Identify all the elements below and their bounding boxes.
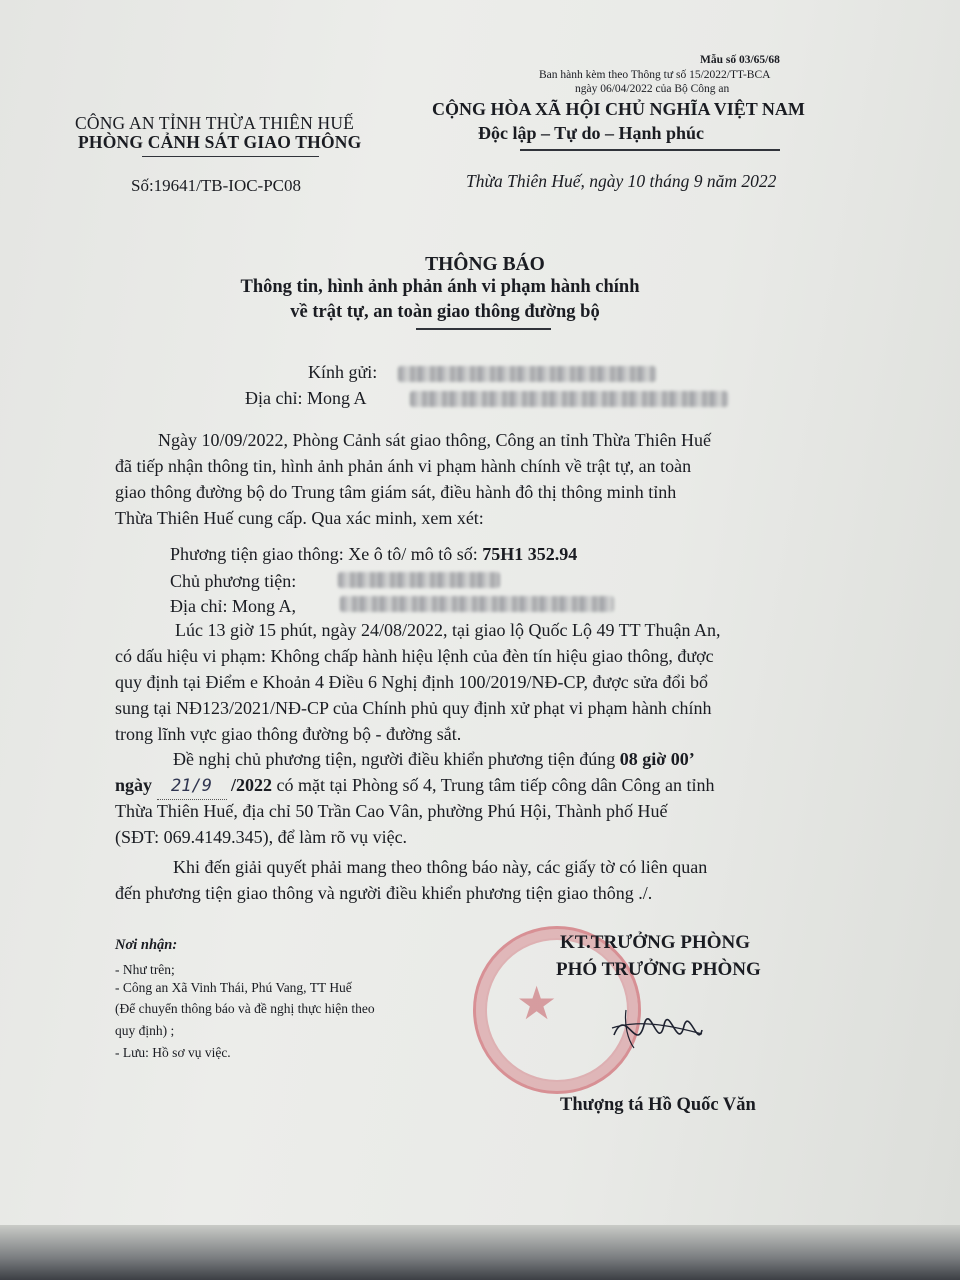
recipient-label: Kính gửi: <box>308 362 378 382</box>
nation-motto: Độc lập – Tự do – Hạnh phúc <box>478 123 705 143</box>
nation-title: CỘNG HÒA XÃ HỘI CHỦ NGHĨA VIỆT NAM <box>432 99 805 119</box>
paragraph-3-line-4: (SĐT: 069.4149.345), để làm rõ vụ việc. <box>115 827 408 847</box>
page-shadow <box>0 1225 960 1280</box>
document-title: THÔNG BÁO <box>425 254 545 275</box>
paragraph-2-line-4: sung tại NĐ123/2021/NĐ-CP của Chính phủ quy định xử phạt vi phạm hành chính <box>115 698 712 718</box>
appointment-place: có mặt tại Phòng số 4, Trung tâm tiếp công dân Công an tỉnh <box>276 775 715 795</box>
receiver-item: (Để chuyển thông báo và đề nghị thực hiện theo <box>115 1001 375 1016</box>
paragraph-3-line-3: Thừa Thiên Huế, địa chỉ 50 Trần Cao Vân, phường Phú Hội, Thành phố Huế <box>115 801 668 821</box>
document-subtitle-1: Thông tin, hình ảnh phản ánh vi phạm hành chính <box>240 277 640 297</box>
form-number: Mẫu số 03/65/68 <box>700 54 780 66</box>
signer-name: Thượng tá Hồ Quốc Văn <box>560 1095 756 1115</box>
document-subtitle-2: về trật tự, an toàn giao thông đường bộ <box>290 302 600 322</box>
vehicle-info <box>170 541 577 567</box>
redacted-recipient-address <box>410 391 728 407</box>
paragraph-3-line-2 <box>115 772 715 800</box>
seal-star-icon: ★ <box>516 978 558 1029</box>
signature-title-2: PHÓ TRƯỞNG PHÒNG <box>556 959 761 980</box>
place-date: Thừa Thiên Huế, ngày 10 tháng 9 năm 2022 <box>466 171 777 191</box>
agency-department: PHÒNG CẢNH SÁT GIAO THÔNG <box>78 132 362 152</box>
owner-label: Chủ phương tiện: <box>170 571 297 591</box>
paragraph-4-line-2: đến phương tiện giao thông và người điều khiển phương tiện giao thông ./. <box>115 883 653 903</box>
subtitle-underline <box>416 328 551 330</box>
paragraph-3-line-1 <box>173 746 695 772</box>
paragraph-1-line-1: Ngày 10/09/2022, Phòng Cảnh sát giao thông, Công an tỉnh Thừa Thiên Huế <box>158 430 712 450</box>
paragraph-1-line-3: giao thông đường bộ do Trung tâm giám sát, điều hành đô thị thông minh tỉnh <box>115 482 677 502</box>
paragraph-1-line-2: đã tiếp nhận thông tin, hình ảnh phản ánh vi phạm hành chính về trật tự, an toàn <box>115 456 692 476</box>
redacted-owner-name <box>338 572 500 588</box>
paragraph-4-line-1: Khi đến giải quyết phải mang theo thông báo này, các giấy tờ có liên quan <box>173 857 708 877</box>
paragraph-2-line-5: trong lĩnh vực giao thông đường bộ - đường sắt. <box>115 724 462 744</box>
handwritten-date: 21/9 <box>157 773 227 800</box>
redacted-owner-address <box>340 596 614 612</box>
document-number: Số:19641/TB-IOC-PC08 <box>131 176 302 195</box>
appointment-year: /2022 <box>231 775 273 795</box>
nation-underline <box>520 149 780 151</box>
redacted-recipient-name <box>398 366 656 382</box>
paragraph-2-line-2: có dấu hiệu vi phạm: Không chấp hành hiệu lệnh của đèn tín hiệu giao thông, được <box>115 646 714 666</box>
form-issued-line2: ngày 06/04/2022 của Bộ Công an <box>575 83 730 95</box>
receiver-item: - Như trên; <box>115 962 175 977</box>
vehicle-label: Phương tiện giao thông: Xe ô tô/ mô tô số: <box>170 544 478 564</box>
vehicle-plate: 75H1 352.94 <box>482 544 578 564</box>
agency-name: CÔNG AN TỈNH THỪA THIÊN HUẾ <box>75 113 355 133</box>
receiver-item: quy định) ; <box>115 1023 175 1038</box>
paragraph-1-line-4: Thừa Thiên Huế cung cấp. Qua xác minh, xem xét: <box>115 508 484 528</box>
agency-underline <box>142 156 319 157</box>
receiver-item: - Công an Xã Vinh Thái, Phú Vang, TT Huế <box>115 980 352 995</box>
paragraph-2-line-1: Lúc 13 giờ 15 phút, ngày 24/08/2022, tại giao lộ Quốc Lộ 49 TT Thuận An, <box>175 620 721 640</box>
appointment-day-label: ngày <box>115 775 153 795</box>
form-issued-line1: Ban hành kèm theo Thông tư số 15/2022/TT-BCA <box>539 69 771 81</box>
receiver-item: - Lưu: Hồ sơ vụ việc. <box>115 1045 231 1060</box>
appointment-time: 08 giờ 00’ <box>619 749 695 769</box>
paragraph-2-line-3: quy định tại Điểm e Khoản 4 Điều 6 Nghị định 100/2019/NĐ-CP, được sửa đổi bổ <box>115 672 708 692</box>
recipient-address-label: Địa chỉ: Mong A <box>245 388 367 408</box>
receivers-title: Nơi nhận: <box>115 937 178 953</box>
appointment-text: Đề nghị chủ phương tiện, người điều khiển phương tiện đúng <box>173 749 616 769</box>
handwritten-signature <box>606 990 706 1060</box>
owner-address-label: Địa chỉ: Mong A, <box>170 596 296 616</box>
signature-title-1: KT.TRƯỞNG PHÒNG <box>560 932 750 953</box>
